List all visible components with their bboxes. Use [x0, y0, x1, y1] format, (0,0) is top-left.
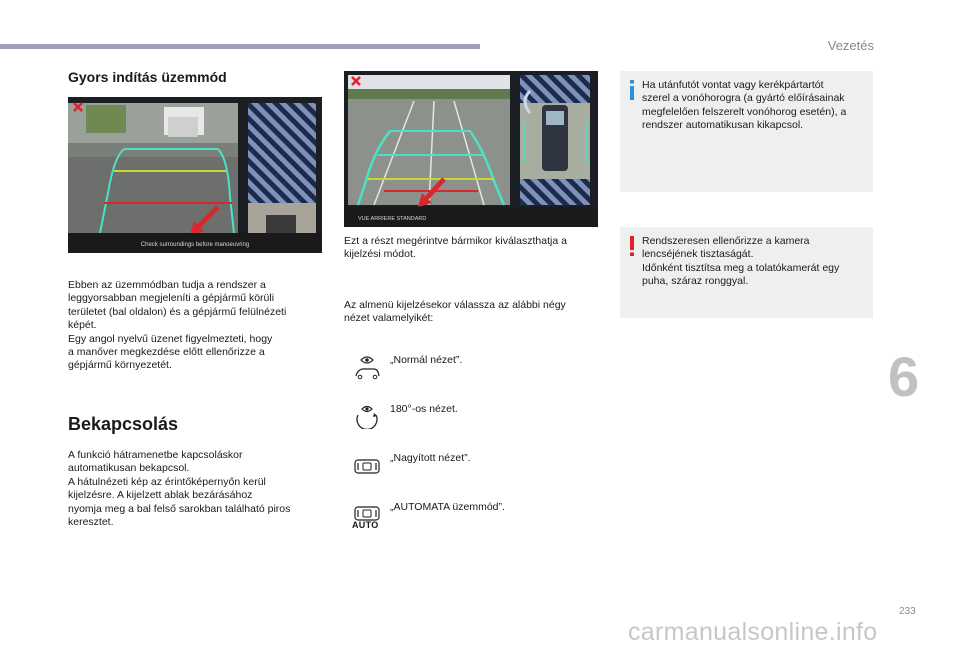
text-line: Egy angol nyelvű üzenet figyelmezteti, hogy [68, 332, 273, 345]
screen-caption-quick: Check surroundings before manoeuvring [140, 242, 250, 248]
camera-view-illustration [68, 97, 322, 253]
option-auto-mode [344, 501, 594, 535]
text-line: leggyorsabban megjeleníti a gépjármű körüli [68, 292, 275, 305]
text-line: automatikusan bekapcsol. [68, 462, 190, 475]
heading-quick-start: Gyors indítás üzemmód [68, 69, 227, 85]
chapter-number: 6 [888, 345, 920, 408]
paragraph-submenu [344, 299, 604, 326]
paragraph-activation [68, 449, 328, 529]
watermark: carmanualsonline.info [628, 618, 878, 646]
text-line: szerel a vonóhorogra (a gyártó előírásainak [642, 92, 845, 105]
option-zoom-view [344, 452, 594, 486]
text-line: gépjármű környezetét. [68, 359, 172, 372]
option-label: „Normál nézet”. [390, 354, 463, 366]
text-line: kijelzési módot. [344, 248, 416, 261]
page-number: 233 [899, 606, 916, 617]
standard-rear-view-screen-image [344, 71, 598, 227]
text-line: Időnként tisztítsa meg a tolatókamerát egy [642, 261, 840, 274]
info-icon [627, 80, 637, 100]
text-line: lencséjének tisztaságát. [642, 248, 754, 261]
text-line: kijelzésre. A kijelzett ablak bezárásához [68, 489, 253, 502]
text-line: Rendszeresen ellenőrizze a kamera [642, 235, 810, 247]
text-line: nézet valamelyikét: [344, 312, 434, 325]
paragraph-quick-start [68, 279, 328, 373]
option-label: 180°-os nézet. [390, 403, 458, 415]
text-line: megfelelően felszerelt vonóhorog esetén), a [642, 105, 847, 118]
text-line: Ha utánfutót vontat vagy kerékpártartót [642, 79, 824, 91]
text-line: nyomja meg a bal felső sarokban található piros [68, 502, 291, 515]
header-accent-bar [0, 44, 480, 49]
text-line: A funkció hátramenetbe kapcsoláskor [68, 449, 243, 461]
text-line: Az almenü kijelzésekor válassza az alábbi négy [344, 299, 566, 311]
quick-start-screen-image [68, 97, 322, 253]
text-line: Ebben az üzemmódban tudja a rendszer a [68, 279, 266, 291]
option-normal-view [344, 354, 594, 388]
chapter-title: Vezetés [827, 38, 874, 53]
option-180-view [344, 403, 594, 437]
info-box-trailer [620, 71, 873, 192]
text-line: keresztet. [68, 516, 114, 529]
text-line: puha, száraz ronggyal. [642, 275, 749, 288]
text-line: a manőver megkezdése előtt ellenőrizze a [68, 346, 265, 359]
auto-icon-text: AUTO [352, 520, 379, 530]
paragraph-select-mode [344, 235, 604, 262]
warning-icon [627, 236, 637, 256]
text-line: Ezt a részt megérintve bármikor kiválaszthatja a [344, 235, 567, 247]
text-line: képét. [68, 319, 97, 332]
text-line: rendszer automatikusan kikapcsol. [642, 119, 804, 132]
180-view-icon [354, 403, 380, 429]
screen-caption-standard: VUE ARRIERE STANDARD [358, 216, 427, 222]
warning-box-camera [620, 227, 873, 318]
option-label: „Nagyított nézet”. [390, 452, 471, 464]
normal-view-icon [354, 354, 380, 380]
rear-view-illustration [344, 71, 598, 227]
text-line: területet (bal oldalon) és a gépjármű felülnézeti [68, 305, 287, 318]
zoom-view-icon [354, 454, 380, 480]
text-line: A hátulnézeti kép az érintőképernyőn kerül [68, 475, 266, 488]
heading-activation: Bekapcsolás [68, 414, 179, 434]
option-label: „AUTOMATA üzemmód”. [390, 501, 505, 513]
